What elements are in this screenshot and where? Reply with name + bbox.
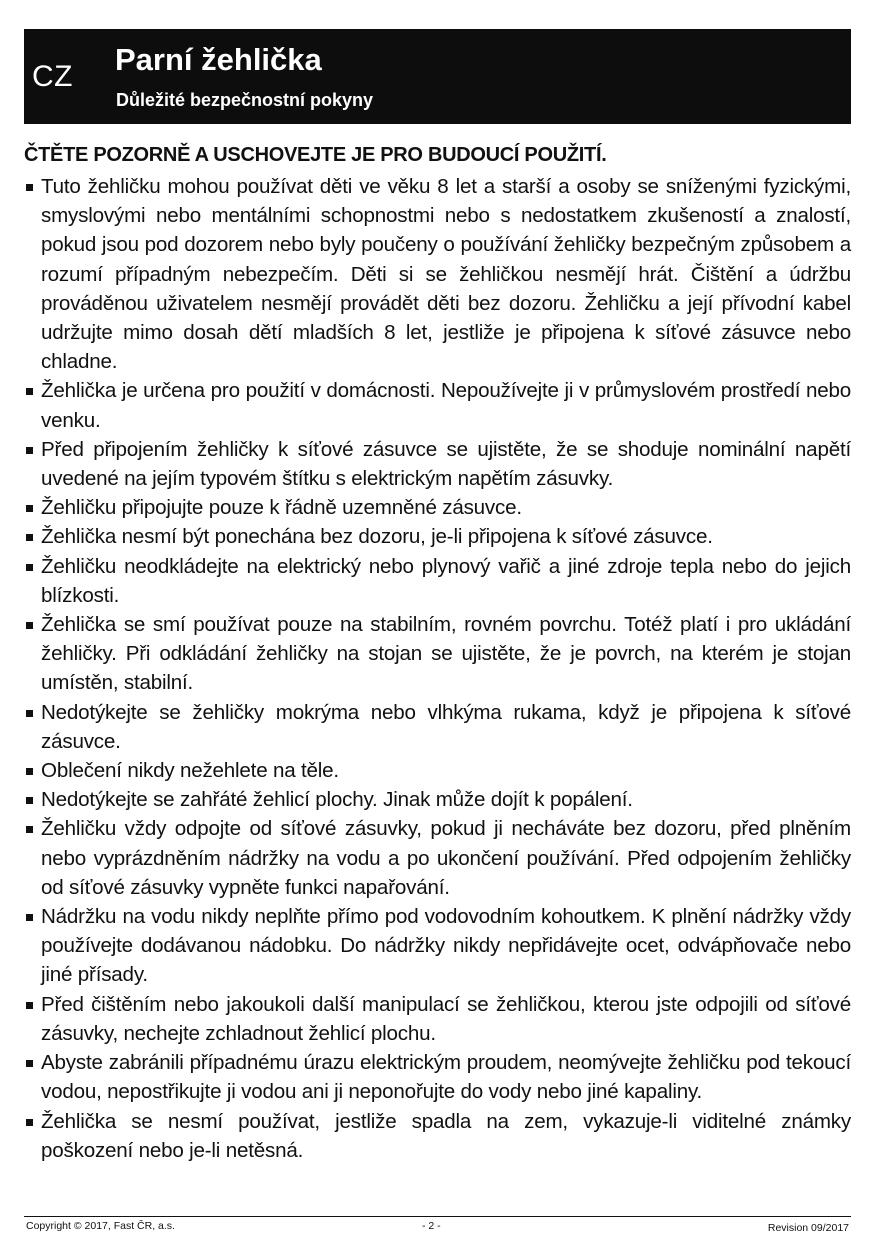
page-title: Parní žehlička xyxy=(115,42,322,77)
list-item-text: Žehlička je určena pro použití v domácnosti. Nepoužívejte ji v průmyslovém prostředí nebo venku. xyxy=(41,379,851,432)
footer xyxy=(26,1219,851,1235)
page-number: - 2 - xyxy=(422,1220,441,1232)
bullet-icon xyxy=(26,797,33,804)
safety-list xyxy=(24,172,851,1165)
bullet-icon xyxy=(26,505,33,512)
bullet-icon xyxy=(26,710,33,717)
list-item-text: Před čištěním nebo jakoukoli další manipulací se žehličkou, kterou jste odpojili od síťové zásuvky, nechejte zchladnout žehlicí plochu. xyxy=(41,992,851,1045)
bullet-icon xyxy=(26,534,33,541)
list-item xyxy=(24,610,851,698)
list-item xyxy=(24,1107,851,1165)
language-code: CZ xyxy=(32,60,73,93)
list-item-text: Žehličku připojujte pouze k řádně uzemněné zásuvce. xyxy=(41,496,522,520)
list-item xyxy=(24,522,851,551)
bullet-icon xyxy=(26,1002,33,1009)
list-item xyxy=(24,785,851,814)
bullet-icon xyxy=(26,184,33,191)
list-item-text: Oblečení nikdy nežehlete na těle. xyxy=(41,759,339,783)
footer-divider xyxy=(24,1216,851,1217)
list-item xyxy=(24,172,851,376)
list-item xyxy=(24,435,851,493)
revision-text: Revision 09/2017 xyxy=(767,1222,849,1234)
warning-heading: ČTĚTE POZORNĚ A USCHOVEJTE JE PRO BUDOUCÍ POUŽITÍ. xyxy=(24,144,607,166)
list-item-text: Abyste zabránili případnému úrazu elektrickým proudem, neomývejte žehličku pod tekoucí vodou, nepostřikujte ji vodou ani ji neponořujte do vody nebo jiné kapaliny. xyxy=(41,1051,851,1104)
bullet-icon xyxy=(26,1119,33,1126)
bullet-icon xyxy=(26,564,33,571)
bullet-icon xyxy=(26,914,33,921)
list-item-text: Před připojením žehličky k síťové zásuvce se ujistěte, že se shoduje nominální napětí uvedené na jejím typovém štítku s elektrickým napětím zásuvky. xyxy=(41,437,851,491)
list-item-text: Tuto žehličku mohou používat děti ve věku 8 let a starší a osoby se sníženými fyzickými, smyslovými nebo mentálními schopnostmi nebo s nedostatkem zkušeností a znalostí, pokud jsou pod dozorem nebo byly poučeny o používání žehličky bezpečným způsobem a rozumí případným nebezpečím. Děti si se žehličkou nesmějí hrát. Čištění a údržbu prováděnou uživatelem nesmějí provádět děti bez dozoru. Žehličku a její přívodní kabel udržujte mimo dosah dětí mladších 8 let, jestliže je připojena k síťové zásuvce nebo chladne. xyxy=(41,175,851,374)
list-item-text: Žehlička se nesmí používat, jestliže spadla na zem, vykazuje-li viditelné známky poškození nebo je-li netěsná. xyxy=(41,1109,851,1162)
list-item-text: Žehličku neodkládejte na elektrický nebo plynový vařič a jiné zdroje tepla nebo do jejich blízkosti. xyxy=(41,554,851,607)
list-item-text: Žehličku vždy odpojte od síťové zásuvky, pokud ji necháváte bez dozoru, před plněním nebo vyprázdněním nádržky na vodu a po ukončení používání. Před odpojením žehličky od síťové zásuvky vypněte funkci napařování. xyxy=(41,817,851,899)
list-item xyxy=(24,698,851,756)
safety-instructions xyxy=(24,138,851,1165)
list-item xyxy=(24,756,851,785)
bullet-icon xyxy=(26,768,33,775)
bullet-icon xyxy=(26,447,33,454)
list-item xyxy=(24,493,851,522)
copyright-text: Copyright © 2017, Fast ČR, a.s. xyxy=(26,1220,175,1232)
page-subtitle: Důležité bezpečnostní pokyny xyxy=(116,90,374,110)
bullet-icon xyxy=(26,826,33,833)
list-item xyxy=(24,376,851,434)
bullet-icon xyxy=(26,622,33,629)
list-item-text: Žehlička nesmí být ponechána bez dozoru, je-li připojena k síťové zásuvce. xyxy=(41,525,713,549)
header-banner xyxy=(24,29,851,124)
list-item xyxy=(24,1048,851,1106)
list-item xyxy=(24,814,851,902)
list-item-text: Nádržku na vodu nikdy neplňte přímo pod vodovodním kohoutkem. K plnění nádržky vždy používejte dodávanou nádobku. Do nádržky nikdy nepřidávejte ocet, odvápňovače nebo jiné přísady. xyxy=(41,905,851,987)
list-item xyxy=(24,990,851,1048)
list-item xyxy=(24,902,851,990)
list-item xyxy=(24,552,851,610)
list-item-text: Žehlička se smí používat pouze na stabilním, rovném povrchu. Totéž platí i pro ukládání žehličky. Při odkládání žehličky na stojan se ujistěte, že je povrch, na kterém je stojan umístěn, stabilní. xyxy=(41,613,851,695)
bullet-icon xyxy=(26,1060,33,1067)
bullet-icon xyxy=(26,388,33,395)
list-item-text: Nedotýkejte se zahřáté žehlicí plochy. Jinak může dojít k popálení. xyxy=(41,788,633,812)
list-item-text: Nedotýkejte se žehličky mokrýma nebo vlhkýma rukama, když je připojena k síťové zásuvce. xyxy=(41,700,851,753)
